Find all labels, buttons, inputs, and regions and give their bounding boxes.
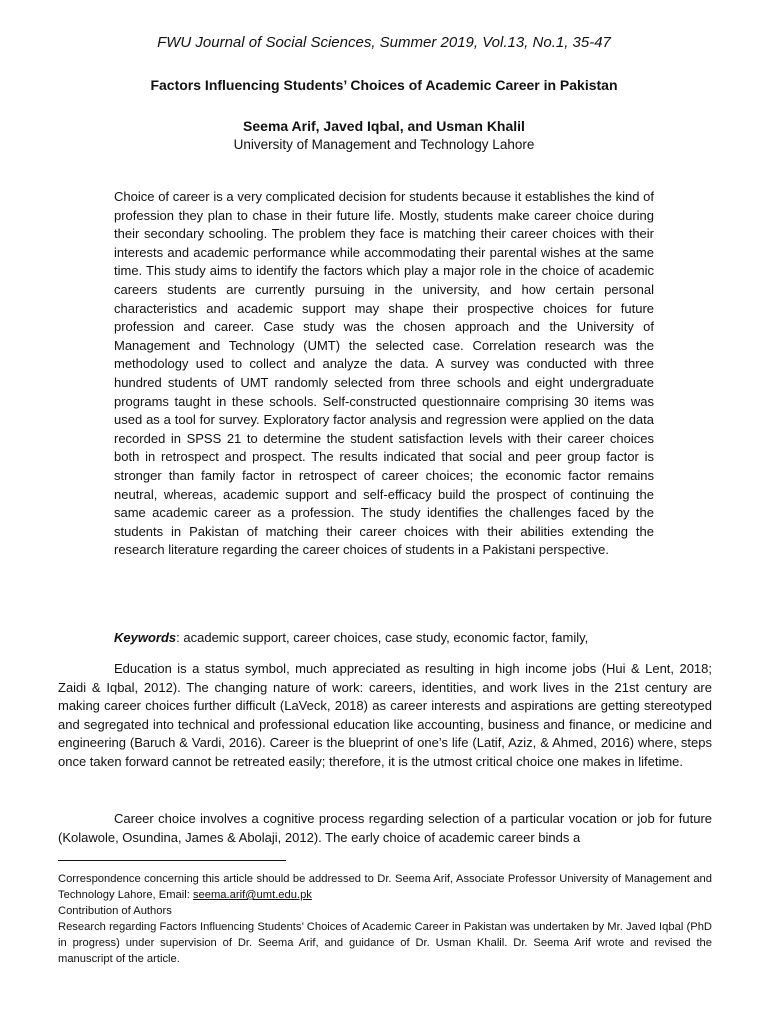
paper-title: Factors Influencing Students’ Choices of Academic Career in Pakistan bbox=[150, 77, 618, 93]
correspondence-text: Correspondence concerning this article should be addressed to Dr. Seema Arif, Associate Professor University of Management and Technology Lahore, Email: bbox=[58, 873, 712, 901]
footnotes bbox=[58, 871, 712, 967]
correspondence-note bbox=[58, 871, 712, 903]
footnote-divider bbox=[58, 860, 286, 861]
correspondence-email-link[interactable]: seema.arif@umt.edu.pk bbox=[192, 889, 312, 901]
keywords-label: Keywords bbox=[114, 630, 177, 645]
author-list: Seema Arif, Javed Iqbal, and Usman Khalil bbox=[243, 118, 525, 134]
body-paragraph-1: Education is a status symbol, much appreciated as resulting in high income jobs (Hui & Lent, 2018; Zaidi & Iqbal, 2012). The changing nature of work: careers, identities, and work lives in the 21st century are making career choices further difficult (LaVeck, 2018) as career interests and aspirations are getting stereotyped and segregated into technical and professional education like accounting, business and finance, or medicine and engineering (Baruch & Vardi, 2016). Career is the blueprint of one’s life (Latif, Aziz, & Ahmed, 2016) where, steps once taken forward cannot be retreated easily; therefore, it is the utmost critical choice one makes in lifetime. bbox=[58, 661, 712, 769]
contribution-text: Research regarding Factors Influencing Students’ Choices of Academic Career in Pakistan was undertaken by Mr. Javed Iqbal (PhD in progress) under supervision of Dr. Seema Arif, and guidance of Dr. Usman Khalil. Dr. Seema Arif wrote and revised the manuscript of the article. bbox=[58, 921, 712, 965]
journal-header: FWU Journal of Social Sciences, Summer 2019, Vol.13, No.1, 35-47 bbox=[157, 34, 611, 51]
keywords-text: academic support, career choices, case study, economic factor, family, bbox=[179, 630, 589, 645]
body-paragraph-2: Career choice involves a cognitive process regarding selection of a particular vocation or job for future (Kolawole, Osundina, James & Abolaji, 2012). The early choice of academic career binds a bbox=[58, 811, 712, 845]
keywords-separator: : bbox=[176, 630, 180, 645]
author-affiliation: University of Management and Technology Lahore bbox=[233, 137, 535, 152]
keywords-line bbox=[114, 630, 674, 645]
contribution-heading: Contribution of Authors bbox=[58, 905, 172, 917]
abstract: Choice of career is a very complicated decision for students because it establishes the kind of profession they plan to chase in their future life. Mostly, students make career choice during their secondary schooling. The problem they face is matching their career choices with their interests and academic performance while accommodating their parental wishes at the same time. This study aims to identify the factors which play a major role in the choice of academic careers students are currently pursuing in the university, and how certain personal characteristics and academic support may shape their prospective choices for future profession and career. Case study was the chosen approach and the University of Management and Technology (UMT) the selected case. Correlation research was the methodology used to collect and analyze the data. A survey was conducted with three hundred students of UMT randomly selected from three schools and eight undergraduate programs taught in these schools. Self-constructed questionnaire comprising 30 items was used as a tool for survey. Exploratory factor analysis and regression were applied on the data recorded in SPSS 21 to determine the student satisfaction levels with their career choices both in retrospect and prospect. The results indicated that social and peer group factor is stronger than family factor in retrospect of career choices; the economic factor remains neutral, whereas, academic support and self-efficacy build the prospect of continuing the same academic career as a profession. The study identifies the challenges faced by the students in Pakistan of matching their career choices with their abilities extending the research literature regarding the career choices of students in a Pakistani perspective. bbox=[114, 189, 654, 558]
